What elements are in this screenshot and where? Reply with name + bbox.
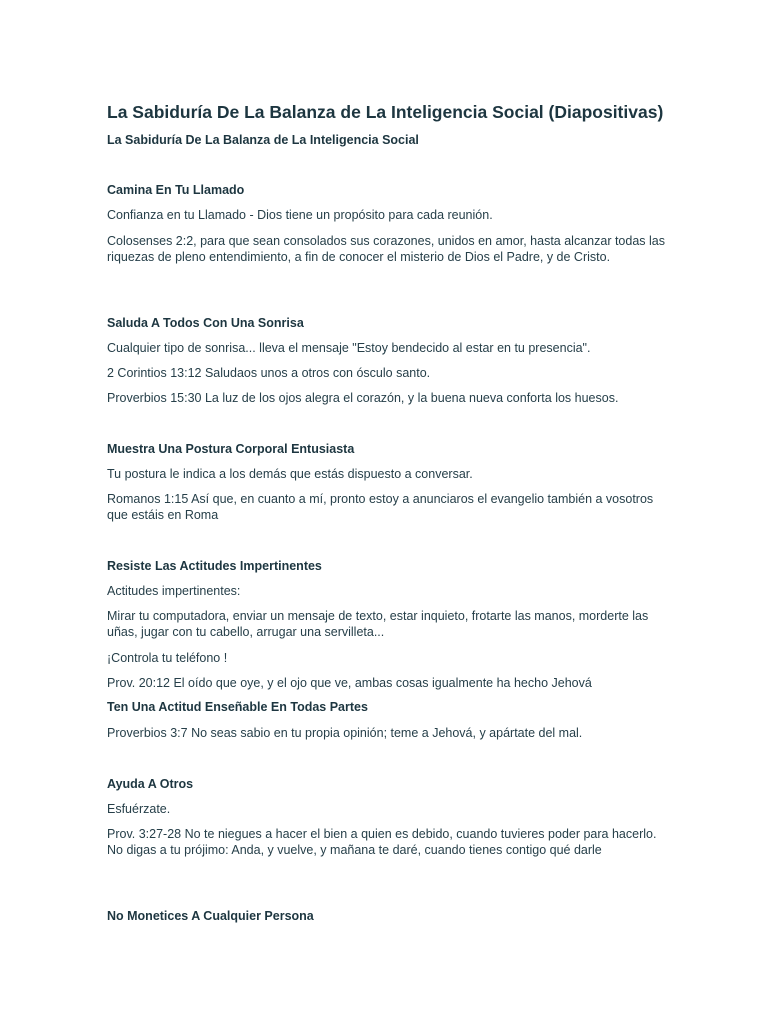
section-heading-monetices: No Monetices A Cualquier Persona (107, 909, 314, 923)
paragraph: 2 Corintios 13:12 Saludaos unos a otros con ósculo santo. (107, 366, 431, 380)
section-heading-resiste: Resiste Las Actitudes Impertinentes (107, 559, 322, 573)
section-heading-camina: Camina En Tu Llamado (107, 183, 245, 197)
section-heading-ayuda: Ayuda A Otros (107, 777, 194, 791)
paragraph: Confianza en tu Llamado - Dios tiene un propósito para cada reunión. (107, 208, 493, 222)
paragraph: Colosenses 2:2, para que sean consolados sus corazones, unidos en amor, hasta alcanzar todas las riquezas de pleno entendimiento, a fin de conocer el misterio de Dios el Padre, y de Cristo. (107, 234, 665, 264)
paragraph: Mirar tu computadora, enviar un mensaje de texto, estar inquieto, frotarte las manos, morderte las uñas, jugar con tu cabello, arrugar una servilleta... (107, 609, 649, 639)
paragraph: ¡Controla tu teléfono ! (107, 651, 228, 665)
section-heading-ensenable: Ten Una Actitud Enseñable En Todas Partes (107, 700, 368, 714)
document-subtitle: La Sabiduría De La Balanza de La Inteligencia Social (107, 133, 419, 147)
paragraph: Proverbios 15:30 La luz de los ojos alegra el corazón, y la buena nueva conforta los huesos. (107, 391, 619, 405)
paragraph: Tu postura le indica a los demás que estás dispuesto a conversar. (107, 467, 473, 481)
paragraph: Proverbios 3:7 No seas sabio en tu propia opinión; teme a Jehová, y apártate del mal. (107, 726, 583, 740)
document-title: La Sabiduría De La Balanza de La Inteligencia Social (Diapositivas) (107, 102, 664, 122)
paragraph: Actitudes impertinentes: (107, 584, 241, 598)
paragraph: Prov. 3:27-28 No te niegues a hacer el bien a quien es debido, cuando tuvieres poder para hacerlo. No digas a tu prójimo: Anda, y vuelve, y mañana te daré, cuando tienes contigo qué darle (107, 827, 657, 857)
paragraph: Prov. 20:12 El oído que oye, y el ojo que ve, ambas cosas igualmente ha hecho Jehová (107, 676, 592, 690)
paragraph: Cualquier tipo de sonrisa... lleva el mensaje "Estoy bendecido al estar en tu presencia". (107, 341, 591, 355)
paragraph: Esfuérzate. (107, 802, 171, 816)
paragraph: Romanos 1:15 Así que, en cuanto a mí, pronto estoy a anunciaros el evangelio también a vosotros que estáis en Roma (107, 492, 654, 522)
section-heading-saluda: Saluda A Todos Con Una Sonrisa (107, 316, 304, 330)
section-heading-postura: Muestra Una Postura Corporal Entusiasta (107, 442, 355, 456)
